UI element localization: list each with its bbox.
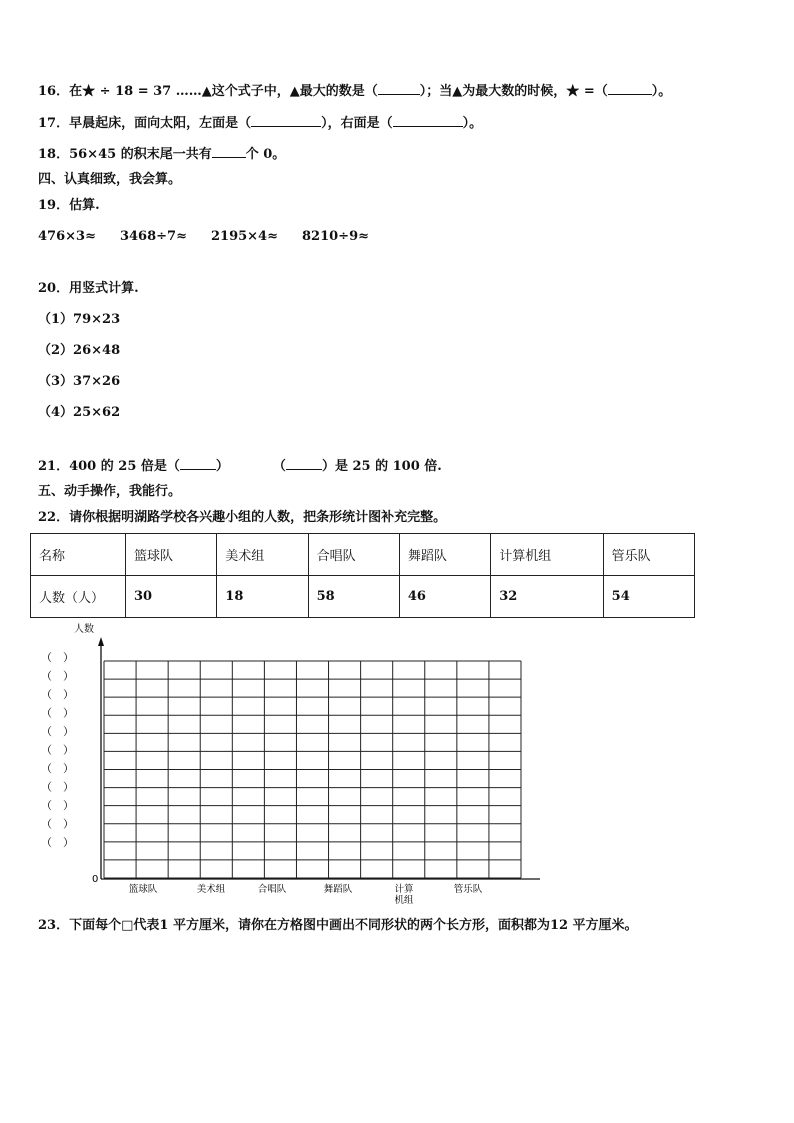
calc-item: （3）37×26 (38, 374, 121, 389)
y-tick-placeholder: （ ） (41, 762, 74, 775)
table-cell: 32 (491, 576, 603, 618)
table-header-cell: 篮球队 (126, 534, 217, 576)
y-tick-placeholder: （ ） (41, 780, 74, 794)
table-header-cell: 舞蹈队 (399, 534, 490, 576)
table-header-cell: 管乐队 (603, 534, 694, 576)
answer-blank[interactable] (393, 114, 463, 127)
table-row (31, 534, 695, 576)
calc-item: （2）26×48 (38, 343, 121, 358)
question-21: 21．400 的 25 倍是（ ） （ ）是 25 的 100 倍. (38, 459, 442, 474)
x-tick-label: 机组 (394, 895, 414, 905)
estimate-item: 3468÷7≈ (119, 229, 187, 244)
interest-group-table (30, 533, 695, 618)
table-header-cell: 美术组 (217, 534, 308, 576)
bar-chart[interactable] (0, 620, 794, 905)
x-tick-label: 舞蹈队 (323, 884, 353, 895)
question-17: 17．早晨起床，面向太阳，左面是（ ），右面是（ ）。 (38, 116, 483, 131)
table-cell: 30 (126, 576, 217, 618)
origin-label: 0 (92, 874, 99, 885)
table-row (31, 576, 695, 618)
y-tick-placeholder: （ ） (41, 799, 74, 812)
calc-item: （4）25×62 (38, 405, 121, 420)
answer-blank[interactable] (286, 457, 322, 470)
question-23: 23．下面每个□代表1 平方厘米，请你在方格图中画出不同形状的两个长方形，面积都为12 平方厘米。 (38, 918, 638, 933)
x-tick-label: 计算 (394, 884, 414, 895)
answer-blank[interactable] (180, 457, 216, 470)
y-axis-label: 人数 (74, 624, 94, 635)
question-18: 18．56×45 的积末尾一共有 个 0。 (38, 147, 286, 162)
answer-blank[interactable] (212, 145, 246, 158)
table-header-cell: 计算机组 (491, 534, 603, 576)
x-tick-label: 篮球队 (128, 884, 158, 895)
y-tick-placeholder: （ ） (41, 688, 74, 701)
triangle-icon: ▲ (289, 84, 300, 99)
question-19-items (38, 228, 393, 246)
y-tick-placeholder: （ ） (41, 836, 74, 849)
answer-blank[interactable] (251, 114, 321, 127)
table-cell: 54 (603, 576, 694, 618)
triangle-icon: ▲ (201, 84, 212, 99)
section-4-heading: 四、认真细致，我会算。 (38, 172, 182, 187)
calc-item: （1）79×23 (38, 312, 121, 327)
answer-blank[interactable] (378, 82, 420, 95)
y-tick-placeholder: （ ） (41, 743, 74, 757)
question-19-title: 19．估算. (38, 198, 100, 213)
table-cell: 58 (308, 576, 399, 618)
y-tick-placeholder: （ ） (41, 817, 74, 831)
estimate-item: 476×3≈ (38, 229, 96, 244)
triangle-icon: ▲ (452, 84, 463, 99)
estimate-item: 8210÷9≈ (302, 229, 370, 244)
y-tick-placeholder: （ ） (41, 669, 74, 683)
star-icon: ★ (82, 84, 96, 99)
y-tick-placeholder: （ ） (41, 706, 74, 720)
answer-blank[interactable] (608, 82, 652, 95)
x-tick-label: 管乐队 (453, 884, 483, 895)
question-20-title: 20．用竖式计算. (38, 281, 139, 296)
star-icon: ★ (566, 84, 580, 99)
x-tick-label: 美术组 (196, 884, 226, 895)
estimate-item: 2195×4≈ (210, 229, 278, 244)
table-row-label: 人数（人） (31, 576, 126, 618)
table-header-cell: 合唱队 (308, 534, 399, 576)
table-cell: 18 (217, 576, 308, 618)
table-cell: 46 (399, 576, 490, 618)
y-tick-placeholder: （ ） (41, 651, 74, 664)
x-tick-label: 合唱队 (257, 884, 287, 895)
y-tick-placeholder: （ ） (41, 725, 74, 738)
y-axis-arrow-icon (98, 637, 104, 646)
table-header-cell: 名称 (31, 534, 126, 576)
question-16: 16．在★ ÷ 18 = 37 ……▲这个式子中，▲最大的数是（ ）；当▲为最大数的时候，★ =（ ）。 (38, 84, 672, 99)
section-5-heading: 五、动手操作，我能行。 (38, 484, 182, 499)
question-22-title: 22．请你根据明湖路学校各兴趣小组的人数，把条形统计图补充完整。 (38, 510, 447, 525)
